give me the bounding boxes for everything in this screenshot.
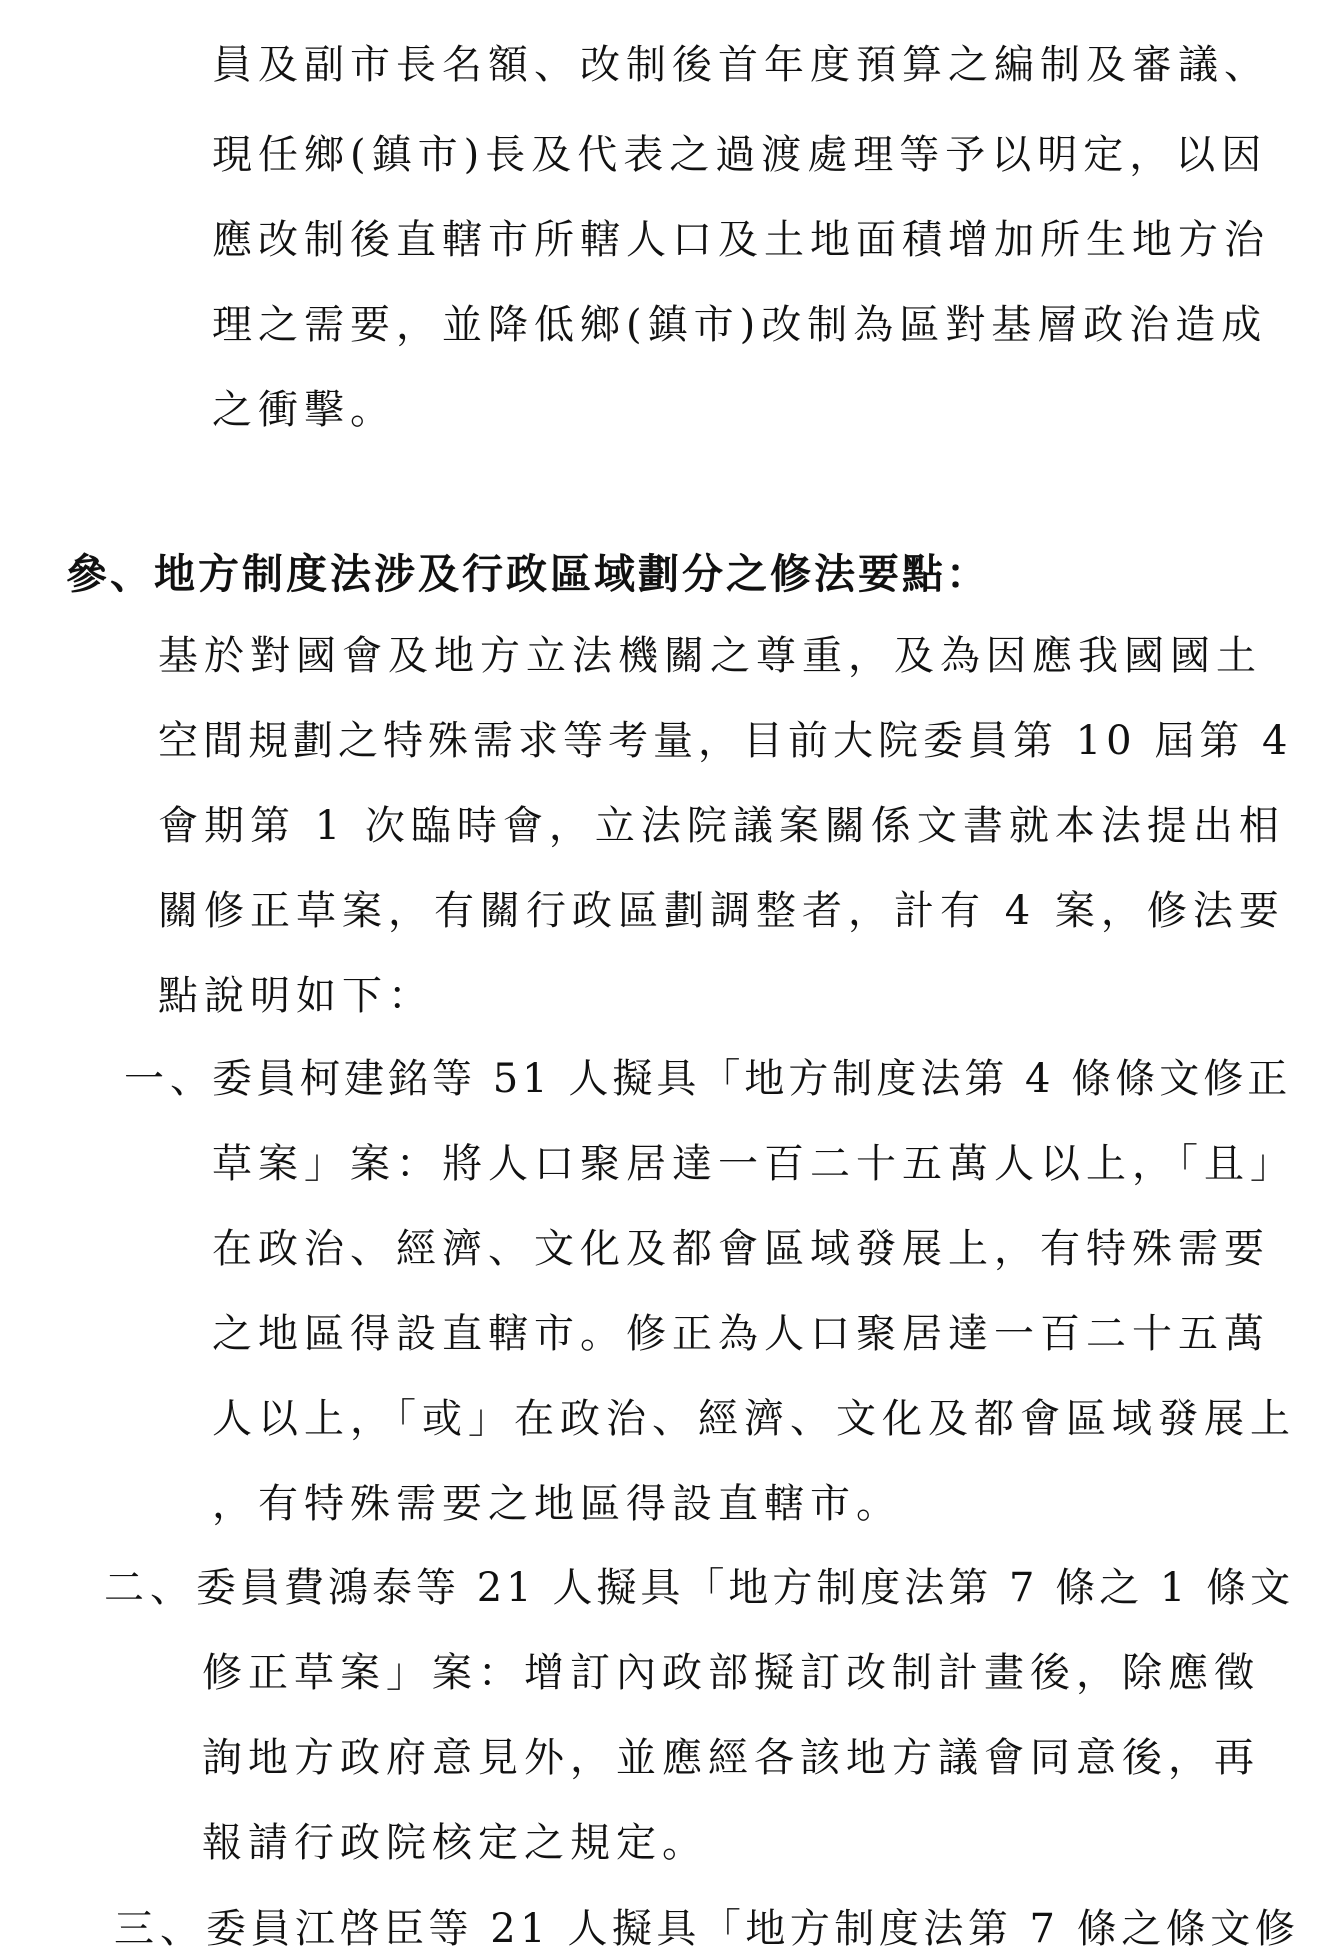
list-item-line: 草案」案：將人口聚居達一百二十五萬人以上，「且」 [212, 1141, 1296, 1187]
list-item-number: 一、 [124, 1056, 216, 1102]
intro-line: 現任鄉(鎮市)長及代表之過渡處理等予以明定，以因 [212, 132, 1268, 178]
section-heading: 參、地方制度法涉及行政區域劃分之修法要點： [66, 550, 990, 598]
intro-line: 員及副市長名額、改制後首年度預算之編制及審議、 [212, 42, 1270, 88]
list-item-line: 在政治、經濟、文化及都會區域發展上，有特殊需要 [212, 1226, 1270, 1272]
section-intro-line: 空間規劃之特殊需求等考量，目前大院委員第 10 屆第 4 [158, 718, 1293, 764]
list-item-line: 報請行政院核定之規定。 [202, 1820, 708, 1866]
list-item-line: 委員江啓臣等 21 人擬具「地方制度法第 7 條之條文修 [206, 1906, 1300, 1952]
list-item-number: 三、 [114, 1906, 206, 1952]
list-item-line: 之地區得設直轄市。修正為人口聚居達一百二十五萬 [212, 1311, 1270, 1357]
list-item-line: 詢地方政府意見外，並應經各該地方議會同意後，再 [202, 1735, 1260, 1781]
section-intro-line: 關修正草案，有關行政區劃調整者，計有 4 案，修法要 [158, 888, 1285, 934]
section-intro-line: 點說明如下： [158, 973, 434, 1019]
intro-line: 應改制後直轄市所轄人口及土地面積增加所生地方治 [212, 217, 1270, 263]
intro-line: 理之需要，並降低鄉(鎮市)改制為區對基層政治造成 [212, 302, 1268, 348]
list-item-line: 修正草案」案：增訂內政部擬訂改制計畫後，除應徵 [202, 1650, 1260, 1696]
intro-line: 之衝擊。 [212, 387, 396, 433]
section-intro-line: 基於對國會及地方立法機關之尊重，及為因應我國國土 [158, 633, 1262, 679]
list-item-line: 委員費鴻泰等 21 人擬具「地方制度法第 7 條之 1 條文 [196, 1565, 1295, 1611]
list-item-line: 委員柯建銘等 51 人擬具「地方制度法第 4 條條文修正 [212, 1056, 1292, 1102]
section-intro-line: 會期第 1 次臨時會，立法院議案關係文書就本法提出相 [158, 803, 1285, 849]
list-item-line: ，有特殊需要之地區得設直轄市。 [212, 1481, 902, 1527]
list-item-number: 二、 [104, 1565, 196, 1611]
list-item-line: 人以上，「或」在政治、經濟、文化及都會區域發展上 [212, 1396, 1296, 1442]
